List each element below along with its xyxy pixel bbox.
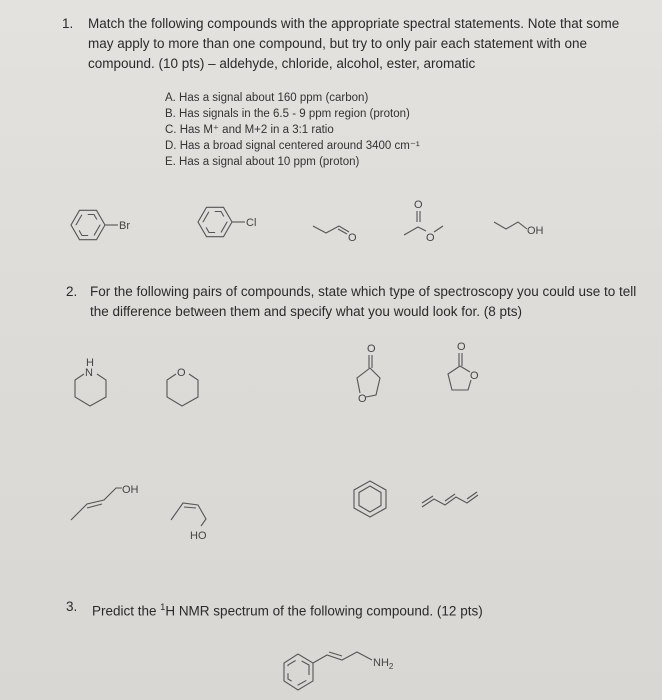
option-b: B. Has signals in the 6.5 - 9 ppm region (proton) [165,108,410,120]
question-2-text: For the following pairs of compounds, state which type of spectroscopy you could use to tell the difference between them and specify what you would look for. (8 pts) [90,284,637,319]
lactone-carbonyl-o-label: O [457,341,466,353]
tetrahydrofuranone-structure [357,343,380,405]
piperidine-structure [75,357,106,406]
q3-text-pre: Predict the [92,603,161,619]
trans-oh-label: OH [122,484,139,496]
ring-o-label: O [358,393,367,405]
br-label: Br [119,220,130,232]
propanal-structure [313,226,357,244]
tetrahydropyran-structure [167,367,198,406]
thp-o-label: O [177,367,186,379]
hexatriene-structure [422,492,478,507]
option-d: D. Has a broad signal centered around 3400 cm⁻¹ [165,140,420,152]
n-label: N [85,367,93,379]
h-label: H [86,357,94,369]
option-e: E. Has a signal about 10 ppm (proton) [165,156,360,168]
trans-butenol-structure [71,484,139,520]
bromobenzene-structure [71,210,130,239]
aldehyde-o-label: O [348,232,357,244]
ester-o-label: O [426,232,435,244]
q3-sup: 1 [160,602,166,612]
cis-butenol-structure [171,503,207,542]
nh2-label [373,657,394,671]
nh-text: NH [373,657,389,669]
subscript-2: 2 [388,662,394,671]
benzene-structure [354,481,386,517]
question-1-text: Match the following compounds with the appropriate spectral statements. Note that some may apply to more than one compound, but try to only pair each statement with one compound. (10 pts) – aldehyde, chloride, alcohol, ester, aromatic [88,16,620,71]
question-2-number: 2. [66,284,78,299]
chlorobenzene-structure [198,207,256,236]
cl-label: Cl [246,217,257,229]
propanol-structure [494,222,544,237]
question-1-number: 1. [62,16,74,31]
methyl-acetate-structure [404,199,443,244]
ketone-o-label: O [367,343,376,355]
option-a: A. Has a signal about 160 ppm (carbon) [165,92,369,104]
cis-ho-label: HO [190,530,207,542]
cinnamylamine-structure [284,652,394,690]
oh-label: OH [527,225,544,237]
q3-text-post: H NMR spectrum of the following compound. (12 pts) [165,603,483,619]
question-3-number: 3. [66,599,78,614]
option-c: C. Has M⁺ and M+2 in a 3:1 ratio [165,124,334,136]
ester-carbonyl-o-label: O [414,199,423,211]
lactone-ring-o-label: O [470,370,479,382]
butyrolactone-structure [448,341,479,390]
